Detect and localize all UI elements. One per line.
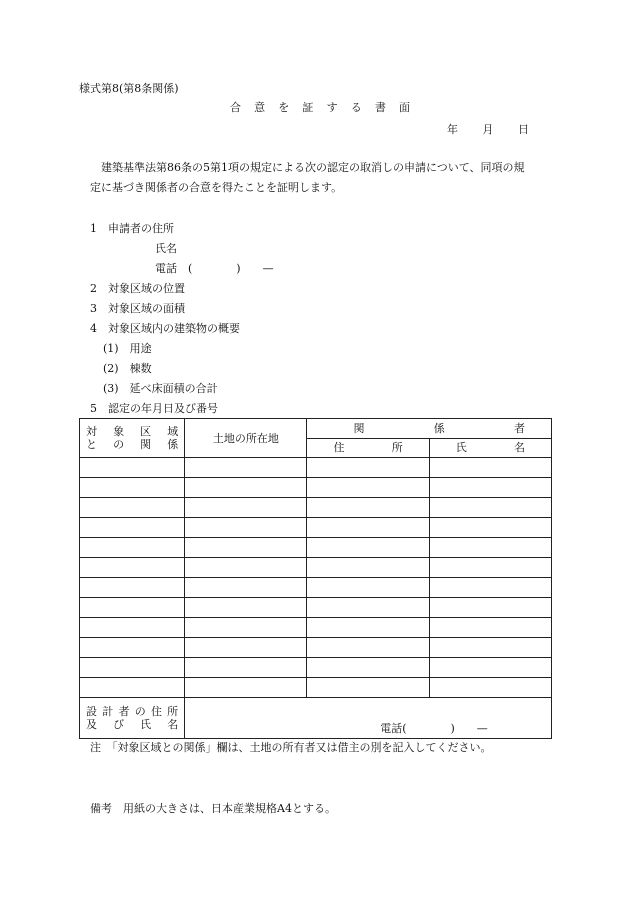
table-row	[80, 458, 552, 478]
table-row	[80, 658, 552, 678]
certification-date: 5 認定の年月日及び番号	[90, 402, 218, 415]
header-land-location: 土地の所在地	[185, 419, 307, 458]
applicant-phone: 電話 ( ) —	[155, 262, 274, 275]
building-use: (1) 用途	[103, 342, 152, 355]
date-line	[447, 123, 529, 137]
table-row	[80, 538, 552, 558]
table-row	[80, 578, 552, 598]
date-year: 年	[447, 123, 458, 136]
table-row	[80, 678, 552, 698]
body-line-2: 定に基づき関係者の合意を得たことを証明します。	[90, 181, 343, 194]
date-day: 日	[518, 123, 529, 136]
remark: 備考 用紙の大きさは、日本産業規格A4とする。	[90, 802, 336, 815]
applicant-address: 1 申請者の住所	[90, 222, 174, 235]
header-name: 氏 名	[429, 438, 551, 458]
floor-area-total: (3) 延べ床面積の合計	[103, 382, 218, 395]
applicant-name: 氏名	[155, 242, 177, 255]
relations-table	[79, 418, 552, 739]
table-row	[80, 478, 552, 498]
building-count: (2) 棟数	[103, 362, 152, 375]
table-row	[80, 598, 552, 618]
designer-phone: 電話( ) —	[380, 721, 488, 735]
date-month: 月	[482, 123, 494, 136]
table-row	[80, 518, 552, 538]
building-overview: 4 対象区域内の建築物の概要	[90, 322, 240, 335]
page-title: 合 意 を 証 す る 書 面	[230, 101, 410, 114]
header-related-parties: 関 係 者	[307, 419, 552, 439]
target-area: 3 対象区域の面積	[90, 302, 185, 315]
header-relation-to-area: 対 象 区 域 と の 関 係	[80, 419, 185, 458]
designer-info-cell[interactable]	[185, 698, 552, 739]
target-location: 2 対象区域の位置	[90, 282, 185, 295]
table-row	[80, 498, 552, 518]
form-id: 様式第8(第8条関係)	[79, 82, 179, 95]
table-row	[80, 618, 552, 638]
table-row	[80, 558, 552, 578]
table-row	[80, 638, 552, 658]
body-line-1: 建築基準法第86条の5第1項の規定による次の認定の取消しの申請について、同項の規	[101, 161, 525, 174]
designer-label: 設 計 者 の 住 所 及 び 氏 名	[80, 698, 185, 739]
header-address: 住 所	[307, 438, 429, 458]
note: 注 「対象区域との関係」欄は、土地の所有者又は借主の別を記入してください。	[90, 741, 492, 754]
